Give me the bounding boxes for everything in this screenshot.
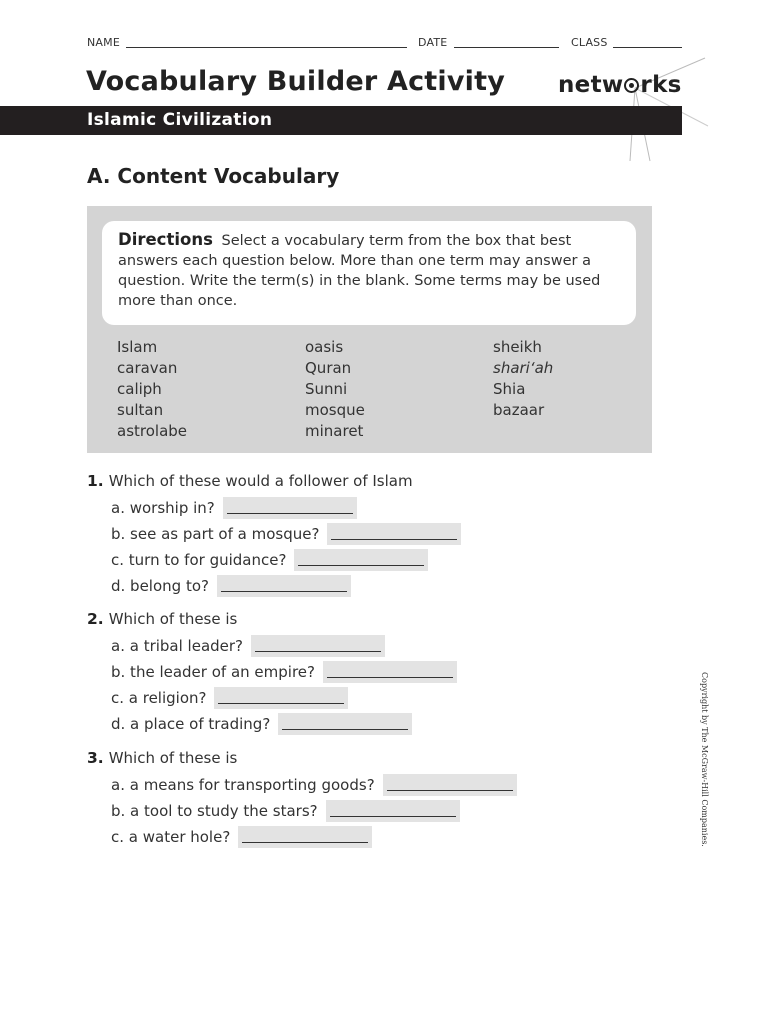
item-text: b. see as part of a mosque? bbox=[111, 525, 320, 543]
answer-blank[interactable] bbox=[223, 497, 357, 519]
question-item bbox=[111, 686, 348, 710]
subtitle-bar bbox=[0, 106, 682, 135]
question-number: 2. bbox=[87, 610, 104, 628]
term: Shia bbox=[493, 380, 526, 398]
page-title: Vocabulary Builder Activity bbox=[86, 66, 506, 97]
name-label: NAME bbox=[87, 36, 120, 49]
question-item bbox=[111, 712, 412, 736]
question-item bbox=[111, 825, 372, 849]
answer-blank[interactable] bbox=[326, 800, 460, 822]
class-field[interactable] bbox=[613, 47, 682, 48]
question-number: 1. bbox=[87, 472, 104, 490]
question-stem: Which of these is bbox=[108, 610, 238, 628]
class-label: CLASS bbox=[571, 36, 608, 49]
answer-blank[interactable] bbox=[238, 826, 372, 848]
item-text: c. turn to for guidance? bbox=[111, 551, 287, 569]
answer-blank[interactable] bbox=[217, 575, 351, 597]
answer-blank[interactable] bbox=[327, 523, 461, 545]
item-text: c. a religion? bbox=[111, 689, 207, 707]
term: sheikh bbox=[493, 338, 542, 356]
logo-text-end: rks bbox=[640, 72, 682, 98]
term: Islam bbox=[117, 338, 158, 356]
term-column-2 bbox=[305, 337, 365, 442]
item-text: b. the leader of an empire? bbox=[111, 663, 315, 681]
item-text: a. worship in? bbox=[111, 499, 215, 517]
section-title: A. Content Vocabulary bbox=[87, 164, 340, 188]
item-text: d. a place of trading? bbox=[111, 715, 271, 733]
item-text: a. a means for transporting goods? bbox=[111, 776, 375, 794]
item-text: d. belong to? bbox=[111, 577, 209, 595]
question-stem: Which of these would a follower of Islam bbox=[108, 472, 413, 490]
term: caravan bbox=[117, 359, 178, 377]
date-field[interactable] bbox=[454, 47, 559, 48]
logo-text-start: netw bbox=[558, 72, 624, 98]
date-label: DATE bbox=[418, 36, 448, 49]
term: shari‘ah bbox=[493, 359, 554, 377]
directions-text: Select a vocabulary term from the box that best answers each question below. More than one term may answer a question. Write the term(s) in the blank. Some terms may be used more than once. bbox=[118, 233, 601, 309]
item-text: b. a tool to study the stars? bbox=[111, 802, 318, 820]
question-3 bbox=[87, 749, 237, 767]
answer-blank[interactable] bbox=[294, 549, 428, 571]
name-field[interactable] bbox=[126, 47, 407, 48]
question-item bbox=[111, 799, 460, 823]
term: astrolabe bbox=[117, 422, 188, 440]
term: minaret bbox=[305, 422, 364, 440]
term: mosque bbox=[305, 401, 365, 419]
term: oasis bbox=[305, 338, 344, 356]
globe-icon bbox=[624, 78, 639, 93]
question-item bbox=[111, 634, 385, 658]
term-column-3 bbox=[493, 337, 553, 421]
term: Quran bbox=[305, 359, 352, 377]
question-stem: Which of these is bbox=[108, 749, 238, 767]
networks-logo bbox=[558, 72, 682, 98]
answer-blank[interactable] bbox=[251, 635, 385, 657]
item-text: a. a tribal leader? bbox=[111, 637, 244, 655]
term: bazaar bbox=[493, 401, 545, 419]
item-text: c. a water hole? bbox=[111, 828, 231, 846]
term: sultan bbox=[117, 401, 164, 419]
term-column-1 bbox=[117, 337, 187, 442]
question-item bbox=[111, 773, 517, 797]
term: Sunni bbox=[305, 380, 348, 398]
question-item bbox=[111, 496, 357, 520]
answer-blank[interactable] bbox=[278, 713, 412, 735]
answer-blank[interactable] bbox=[214, 687, 348, 709]
answer-blank[interactable] bbox=[383, 774, 517, 796]
copyright-notice: Copyright by The McGraw-Hill Companies. bbox=[700, 672, 709, 847]
question-1 bbox=[87, 472, 413, 490]
question-item bbox=[111, 660, 457, 684]
question-number: 3. bbox=[87, 749, 104, 767]
question-item bbox=[111, 548, 428, 572]
term: caliph bbox=[117, 380, 162, 398]
question-item bbox=[111, 574, 351, 598]
directions-label: Directions bbox=[118, 230, 213, 249]
answer-blank[interactable] bbox=[323, 661, 457, 683]
directions-panel bbox=[102, 221, 636, 325]
vocabulary-box bbox=[87, 206, 652, 453]
question-item bbox=[111, 522, 461, 546]
subtitle: Islamic Civilization bbox=[87, 110, 273, 130]
question-2 bbox=[87, 610, 237, 628]
